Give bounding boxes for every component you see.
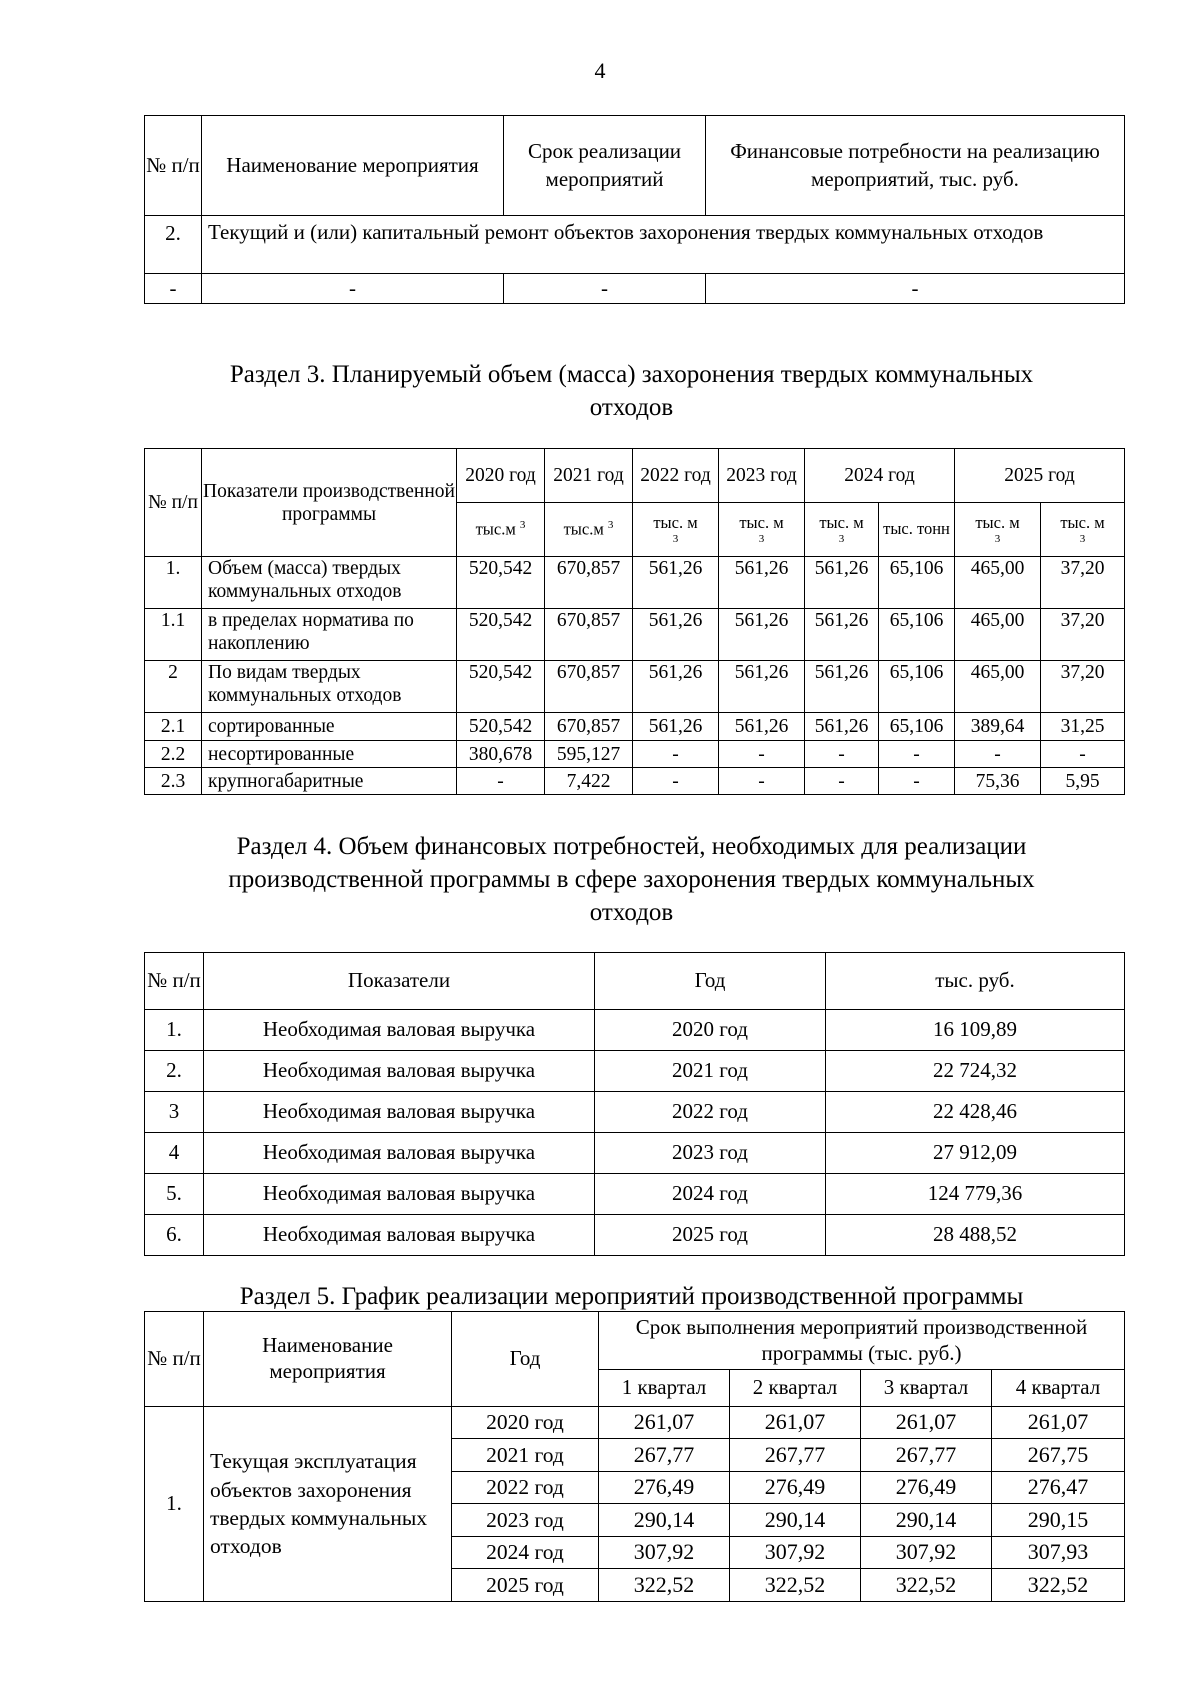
col-header-year: 2025 год xyxy=(955,449,1125,503)
table-cell: 267,77 xyxy=(730,1439,861,1472)
section-row-num: 2. xyxy=(145,216,202,274)
row-year: 2020 год xyxy=(595,1010,826,1051)
unit-header: тыс. м 3 xyxy=(805,503,879,557)
table-cell: 670,857 xyxy=(545,713,633,741)
table-cell: 290,14 xyxy=(861,1504,992,1537)
col-header-quarter: 3 квартал xyxy=(861,1370,992,1407)
table-cell: 561,26 xyxy=(633,661,719,713)
table-row xyxy=(145,1174,1125,1215)
table-cell: 465,00 xyxy=(955,661,1041,713)
table-cell: 261,07 xyxy=(599,1407,730,1439)
table-row xyxy=(145,661,1125,713)
col-header-year: 2021 год xyxy=(545,449,633,503)
table-cell: 561,26 xyxy=(633,609,719,661)
table-cell: 520,542 xyxy=(457,661,545,713)
row-indicator: Объем (масса) твердых коммунальных отходов xyxy=(202,557,457,609)
section-5-title: Раздел 5. График реализации мероприятий производственной программы xyxy=(239,1283,1024,1310)
row-year: 2021 год xyxy=(595,1051,826,1092)
row-indicator: Необходимая валовая выручка xyxy=(204,1092,595,1133)
table-cell: 31,25 xyxy=(1041,713,1125,741)
table-cell: - xyxy=(805,768,879,795)
financial-needs-table xyxy=(144,952,1125,1256)
col-header-quarter: 1 квартал xyxy=(599,1370,730,1407)
table-row xyxy=(145,1092,1125,1133)
table-row xyxy=(145,1407,1125,1439)
row-year: 2020 год xyxy=(452,1407,599,1439)
unit-header: тыс. тонн xyxy=(879,503,955,557)
row-num: 1. xyxy=(145,1010,204,1051)
row-num: 2. xyxy=(145,1051,204,1092)
table-cell: 307,92 xyxy=(730,1537,861,1569)
table-cell: - xyxy=(719,741,805,768)
table-cell: 65,106 xyxy=(879,661,955,713)
col-header-num: № п/п xyxy=(145,449,202,557)
col-header-year: Год xyxy=(452,1312,599,1407)
table-cell: 267,77 xyxy=(599,1439,730,1472)
row-year: 2024 год xyxy=(595,1174,826,1215)
table-cell: 307,93 xyxy=(992,1537,1125,1569)
table-cell: 561,26 xyxy=(633,713,719,741)
table-cell: 561,26 xyxy=(719,713,805,741)
section-4-title-line: Раздел 4. Объем финансовых потребностей, необходимых для реализации xyxy=(236,833,1027,860)
col-header-year: 2023 год xyxy=(719,449,805,503)
table-cell: - xyxy=(879,768,955,795)
col-header-term: Срок реализации мероприятий xyxy=(504,116,706,216)
table-cell: 561,26 xyxy=(633,557,719,609)
row-num: 2 xyxy=(145,661,202,713)
section-4-title xyxy=(0,830,1200,929)
col-header-year: 2020 год xyxy=(457,449,545,503)
row-amount: 22 428,46 xyxy=(826,1092,1125,1133)
table-cell: 37,20 xyxy=(1041,661,1125,713)
table-row xyxy=(145,713,1125,741)
col-header-quarter: 4 квартал xyxy=(992,1370,1125,1407)
col-header-year: Год xyxy=(595,953,826,1010)
table-cell: 520,542 xyxy=(457,713,545,741)
row-num: 1. xyxy=(145,557,202,609)
row-indicator: сортированные xyxy=(202,713,457,741)
row-num: 2.2 xyxy=(145,741,202,768)
schedule-table xyxy=(144,1311,1125,1602)
table-cell: 261,07 xyxy=(730,1407,861,1439)
row-indicator: несортированные xyxy=(202,741,457,768)
table-cell: 267,75 xyxy=(992,1439,1125,1472)
table-cell: 5,95 xyxy=(1041,768,1125,795)
table-cell: 465,00 xyxy=(955,609,1041,661)
table-cell: 290,14 xyxy=(730,1504,861,1537)
col-header-num: № п/п xyxy=(145,1312,204,1407)
table-cell: 561,26 xyxy=(719,609,805,661)
table-cell: 389,64 xyxy=(955,713,1041,741)
row-measure-name: Текущая эксплуатация объектов захоронения твердых коммунальных отходов xyxy=(204,1407,452,1602)
table-cell: 561,26 xyxy=(805,609,879,661)
row-year: 2025 год xyxy=(595,1215,826,1256)
table-cell: 561,26 xyxy=(805,557,879,609)
table-cell: 276,47 xyxy=(992,1472,1125,1504)
unit-header: тыс. м 3 xyxy=(633,503,719,557)
col-header-measure-name: Наименование мероприятия xyxy=(204,1312,452,1407)
table-cell: 561,26 xyxy=(719,557,805,609)
section-4-title-line: производственной программы в сфере захоронения твердых коммунальных xyxy=(228,866,1035,893)
row-indicator: в пределах норматива по накоплению xyxy=(202,609,457,661)
table-cell: 380,678 xyxy=(457,741,545,768)
row-indicator: Необходимая валовая выручка xyxy=(204,1174,595,1215)
table-row xyxy=(145,1215,1125,1256)
table-cell: 75,36 xyxy=(955,768,1041,795)
table-cell: 520,542 xyxy=(457,609,545,661)
col-header-year: 2022 год xyxy=(633,449,719,503)
row-num: 5. xyxy=(145,1174,204,1215)
row-year: 2023 год xyxy=(452,1504,599,1537)
row-indicator: По видам твердых коммунальных отходов xyxy=(202,661,457,713)
col-header-indicator: Показатели xyxy=(204,953,595,1010)
table-cell: - xyxy=(633,768,719,795)
table-row xyxy=(145,609,1125,661)
table-cell: 595,127 xyxy=(545,741,633,768)
unit-header: тыс. м 3 xyxy=(719,503,805,557)
section-3-title-line: Раздел 3. Планируемый объем (масса) захоронения твердых коммунальных xyxy=(229,361,1034,388)
row-num: 2.1 xyxy=(145,713,202,741)
row-year: 2023 год xyxy=(595,1133,826,1174)
table-cell: - xyxy=(719,768,805,795)
table-cell: 561,26 xyxy=(719,661,805,713)
table-cell: 65,106 xyxy=(879,713,955,741)
table-cell: 276,49 xyxy=(599,1472,730,1504)
disposal-volume-table xyxy=(144,448,1125,795)
row-year: 2022 год xyxy=(595,1092,826,1133)
table-cell: 276,49 xyxy=(861,1472,992,1504)
section-3-title xyxy=(0,358,1200,424)
table-cell: - xyxy=(633,741,719,768)
table-row xyxy=(145,741,1125,768)
row-year: 2024 год xyxy=(452,1537,599,1569)
row-amount: 22 724,32 xyxy=(826,1051,1125,1092)
table-cell: - xyxy=(504,274,706,304)
section-row-title: Текущий и (или) капитальный ремонт объектов захоронения твердых коммунальных отходов xyxy=(202,216,1125,274)
table-cell: - xyxy=(879,741,955,768)
table-cell: 307,92 xyxy=(861,1537,992,1569)
table-cell: 267,77 xyxy=(861,1439,992,1472)
row-amount: 16 109,89 xyxy=(826,1010,1125,1051)
table-cell: 670,857 xyxy=(545,661,633,713)
table-cell: 322,52 xyxy=(730,1569,861,1602)
page-number: 4 xyxy=(594,58,606,83)
table-cell: - xyxy=(955,741,1041,768)
row-amount: 27 912,09 xyxy=(826,1133,1125,1174)
table-cell: 65,106 xyxy=(879,609,955,661)
table-cell: 561,26 xyxy=(805,661,879,713)
table-cell: 670,857 xyxy=(545,609,633,661)
row-num: 6. xyxy=(145,1215,204,1256)
col-header-term: Срок выполнения мероприятий производственной программы (тыс. руб.) xyxy=(599,1312,1125,1370)
row-num: 3 xyxy=(145,1092,204,1133)
col-header-indicator: Показатели производственной программы xyxy=(202,449,457,557)
row-amount: 28 488,52 xyxy=(826,1215,1125,1256)
table-cell: - xyxy=(805,741,879,768)
row-indicator: крупногабаритные xyxy=(202,768,457,795)
unit-header: тыс.м $^3$ xyxy=(457,503,545,557)
row-num: 1.1 xyxy=(145,609,202,661)
table-cell: - xyxy=(706,274,1125,304)
col-header-num: № п/п xyxy=(145,953,204,1010)
table-cell: 7,422 xyxy=(545,768,633,795)
table-cell: 261,07 xyxy=(992,1407,1125,1439)
col-header-quarter: 2 квартал xyxy=(730,1370,861,1407)
section-4-title-line: отходов xyxy=(589,899,674,926)
table-cell: 520,542 xyxy=(457,557,545,609)
col-header-measure-name: Наименование мероприятия xyxy=(202,116,504,216)
table-cell: 465,00 xyxy=(955,557,1041,609)
table-cell: 290,14 xyxy=(599,1504,730,1537)
table-cell: 37,20 xyxy=(1041,557,1125,609)
row-year: 2025 год xyxy=(452,1569,599,1602)
table-row xyxy=(145,1051,1125,1092)
row-indicator: Необходимая валовая выручка xyxy=(204,1051,595,1092)
col-header-financial-needs: Финансовые потребности на реализацию мероприятий, тыс. руб. xyxy=(706,116,1125,216)
measures-table xyxy=(144,115,1125,304)
row-year: 2022 год xyxy=(452,1472,599,1504)
section-3-title-line: отходов xyxy=(589,394,674,421)
table-cell: 261,07 xyxy=(861,1407,992,1439)
table-cell: 561,26 xyxy=(805,713,879,741)
table-cell: - xyxy=(457,768,545,795)
table-cell: - xyxy=(145,274,202,304)
table-cell: 65,106 xyxy=(879,557,955,609)
table-cell: 322,52 xyxy=(599,1569,730,1602)
table-cell: - xyxy=(1041,741,1125,768)
row-year: 2021 год xyxy=(452,1439,599,1472)
table-cell: 670,857 xyxy=(545,557,633,609)
table-cell: 276,49 xyxy=(730,1472,861,1504)
table-cell: 290,15 xyxy=(992,1504,1125,1537)
col-header-amount: тыс. руб. xyxy=(826,953,1125,1010)
unit-header: тыс. м 3 xyxy=(1041,503,1125,557)
row-indicator: Необходимая валовая выручка xyxy=(204,1010,595,1051)
table-cell: 37,20 xyxy=(1041,609,1125,661)
table-row xyxy=(145,557,1125,609)
row-num: 4 xyxy=(145,1133,204,1174)
table-row xyxy=(145,1133,1125,1174)
table-cell: 307,92 xyxy=(599,1537,730,1569)
table-cell: 322,52 xyxy=(861,1569,992,1602)
col-header-year: 2024 год xyxy=(805,449,955,503)
unit-header: тыс.м $^3$ xyxy=(545,503,633,557)
table-cell: 322,52 xyxy=(992,1569,1125,1602)
row-num: 2.3 xyxy=(145,768,202,795)
col-header-num: № п/п xyxy=(145,116,202,216)
row-amount: 124 779,36 xyxy=(826,1174,1125,1215)
row-indicator: Необходимая валовая выручка xyxy=(204,1215,595,1256)
row-indicator: Необходимая валовая выручка xyxy=(204,1133,595,1174)
row-num: 1. xyxy=(145,1407,204,1602)
table-row xyxy=(145,768,1125,795)
table-row xyxy=(145,1010,1125,1051)
table-cell: - xyxy=(202,274,504,304)
unit-header: тыс. м 3 xyxy=(955,503,1041,557)
